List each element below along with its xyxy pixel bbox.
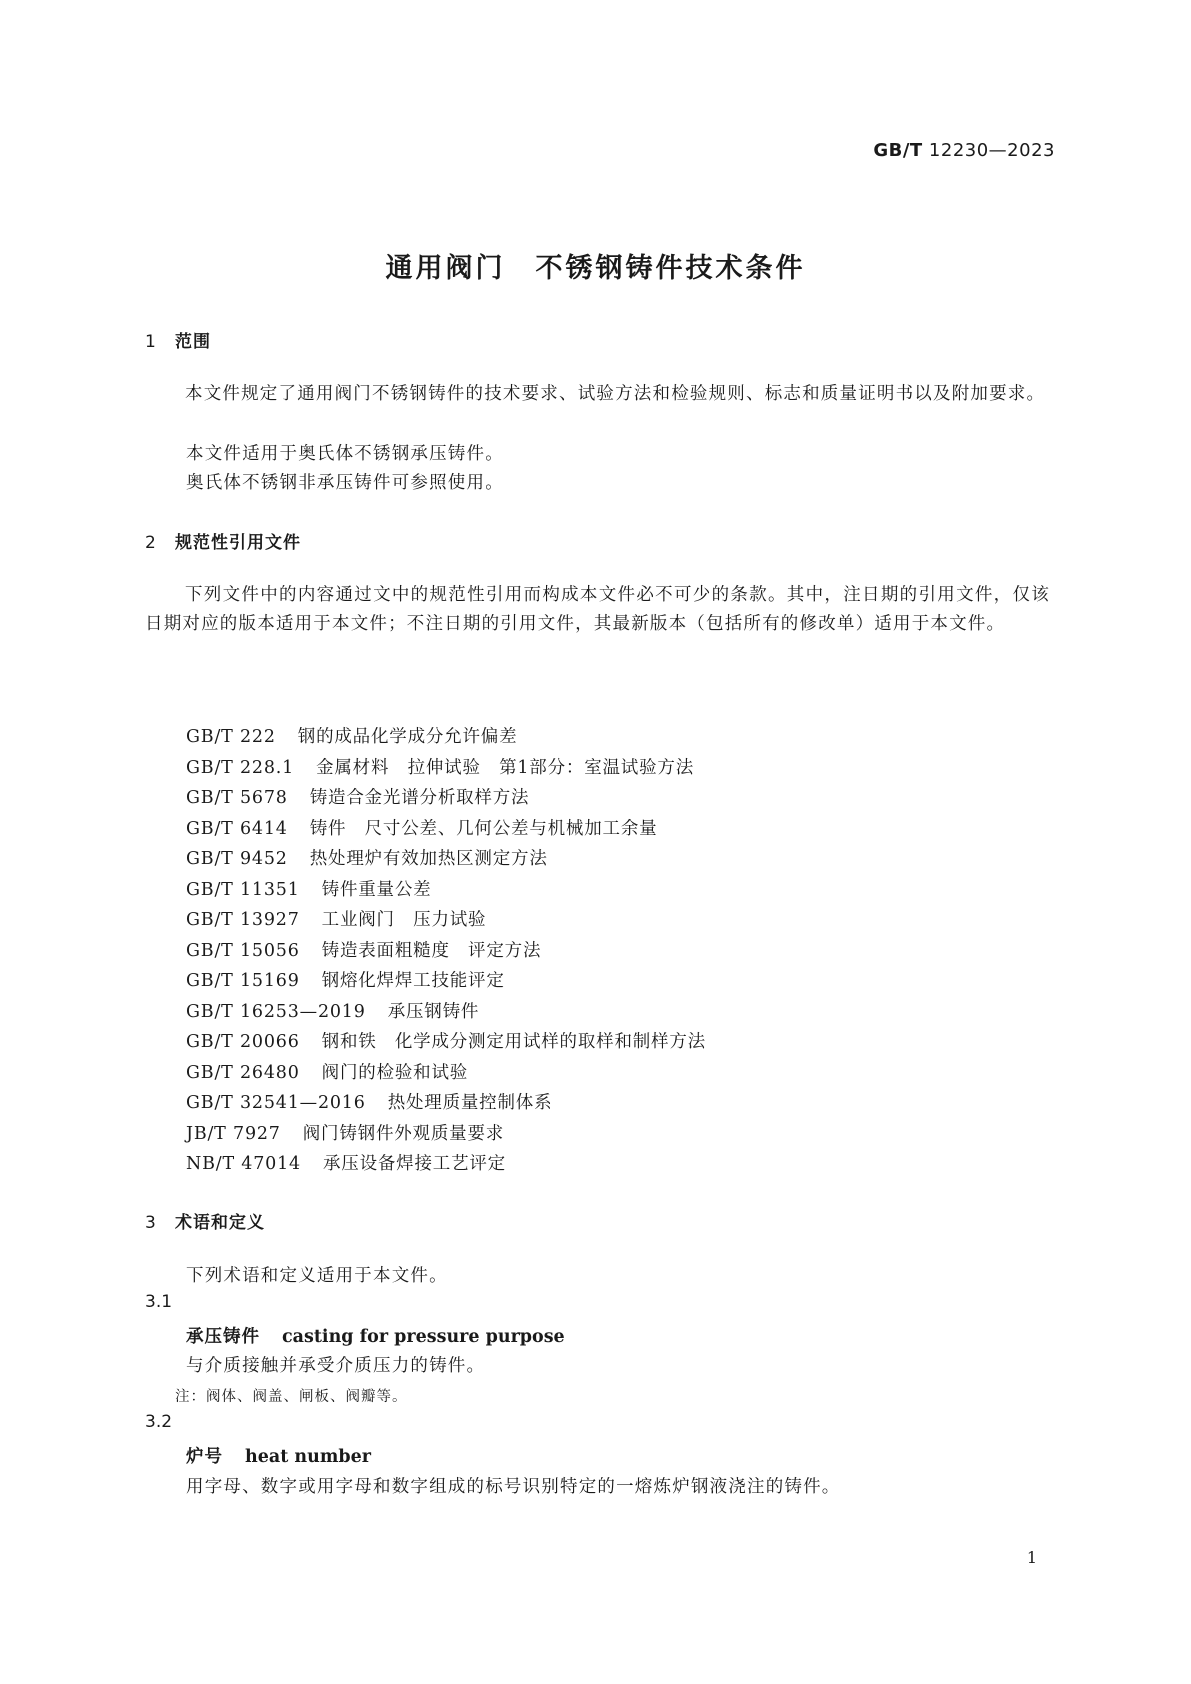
reference-title: 钢的成品化学成分允许偏差: [297, 727, 518, 747]
section-number: 2: [145, 533, 157, 553]
term-english: casting for pressure purpose: [282, 1327, 565, 1347]
term-english: heat number: [245, 1447, 371, 1467]
reference-code: GB/T 15056: [186, 940, 300, 961]
reference-code: GB/T 5678: [186, 788, 288, 808]
reference-title: 热处理质量控制体系: [387, 1093, 553, 1113]
reference-title: 铸造合金光谱分析取样方法: [309, 788, 530, 808]
page-number: 1: [1026, 1548, 1037, 1567]
reference-code: GB/T 228.1: [186, 757, 295, 778]
reference-item: [186, 997, 706, 1028]
reference-code: GB/T 32541—2016: [186, 1093, 366, 1113]
term-heading: [186, 1323, 565, 1348]
scope-paragraph-1: 本文件规定了通用阀门不锈钢铸件的技术要求、试验方法和检验规则、标志和质量证明书以及附加要求。: [185, 384, 1046, 404]
reference-code: JB/T 7927: [186, 1123, 281, 1144]
reference-title: 钢和铁 化学成分测定用试样的取样和制样方法: [321, 1032, 706, 1052]
reference-item: [186, 1027, 706, 1058]
reference-code: GB/T 15169: [186, 971, 300, 991]
reference-code: NB/T 47014: [186, 1154, 301, 1174]
term-definition: 与介质接触并承受介质压力的铸件。: [186, 1356, 486, 1376]
section-heading-normative: [145, 528, 301, 553]
reference-list: [186, 722, 706, 1180]
reference-code: GB/T 20066: [186, 1032, 300, 1052]
reference-title: 阀门的检验和试验: [321, 1062, 469, 1083]
reference-title: 承压设备焊接工艺评定: [322, 1154, 506, 1174]
standard-number: 12230—2023: [928, 140, 1055, 161]
scope-paragraph-2: 本文件适用于奥氏体不锈钢承压铸件。: [186, 444, 504, 464]
reference-title: 金属材料 拉伸试验 第1部分：室温试验方法: [316, 757, 695, 778]
reference-code: GB/T 6414: [186, 818, 288, 839]
section-heading-scope: [145, 327, 211, 352]
term-heading: [186, 1443, 371, 1468]
term-chinese: 炉号: [186, 1447, 223, 1467]
note-label: 注：: [175, 1389, 206, 1405]
reference-item: [186, 1119, 706, 1150]
reference-item: [186, 753, 706, 784]
terms-intro: 下列术语和定义适用于本文件。: [186, 1266, 448, 1286]
section-heading-terms: [145, 1208, 265, 1233]
term-note: [175, 1385, 408, 1406]
reference-title: 铸件 尺寸公差、几何公差与机械加工余量: [309, 818, 658, 839]
section-title: 术语和定义: [175, 1213, 265, 1233]
reference-item: [186, 783, 706, 814]
reference-item: [186, 1149, 706, 1180]
standard-code: [873, 140, 1055, 161]
scope-paragraph-3: 奥氏体不锈钢非承压铸件可参照使用。: [186, 473, 504, 493]
reference-title: 阀门铸钢件外观质量要求: [302, 1123, 505, 1144]
reference-item: [186, 1088, 706, 1119]
term-chinese: 承压铸件: [186, 1327, 260, 1347]
reference-title: 热处理炉有效加热区测定方法: [309, 849, 548, 869]
reference-item: [186, 936, 706, 967]
reference-code: GB/T 222: [186, 727, 276, 747]
normative-intro: 下列文件中的内容通过文中的规范性引用而构成本文件必不可少的条款。其中，注日期的引用文件，仅该日期对应的版本适用于本文件；不注日期的引用文件，其最新版本（包括所有的修改单）适用于本文件。: [145, 585, 1050, 634]
reference-item: [186, 966, 706, 997]
reference-code: GB/T 9452: [186, 849, 288, 869]
reference-item: [186, 814, 706, 845]
note-text: 阀体、阀盖、闸板、阀瓣等。: [206, 1389, 408, 1405]
reference-item: [186, 1058, 706, 1089]
reference-item: [186, 905, 706, 936]
reference-title: 工业阀门 压力试验: [321, 910, 487, 930]
section-number: 3: [145, 1213, 157, 1233]
reference-code: GB/T 16253—2019: [186, 1001, 366, 1022]
reference-title: 承压钢铸件: [387, 1001, 480, 1022]
reference-title: 铸件重量公差: [321, 879, 432, 900]
reference-code: GB/T 11351: [186, 879, 300, 900]
term-number: 3.2: [145, 1412, 173, 1432]
reference-code: GB/T 13927: [186, 910, 300, 930]
section-title: 范围: [175, 332, 211, 352]
section-number: 1: [145, 332, 157, 352]
reference-title: 钢熔化焊焊工技能评定: [321, 971, 505, 991]
standard-prefix: GB/T: [873, 140, 923, 161]
term-number: 3.1: [145, 1292, 173, 1312]
reference-item: [186, 722, 706, 753]
reference-item: [186, 844, 706, 875]
document-title: 通用阀门 不锈钢铸件技术条件: [385, 253, 806, 284]
term-definition: 用字母、数字或用字母和数字组成的标号识别特定的一熔炼炉钢液浇注的铸件。: [186, 1477, 841, 1497]
reference-title: 铸造表面粗糙度 评定方法: [321, 940, 542, 961]
reference-item: [186, 875, 706, 906]
reference-code: GB/T 26480: [186, 1062, 300, 1083]
section-title: 规范性引用文件: [175, 533, 301, 553]
